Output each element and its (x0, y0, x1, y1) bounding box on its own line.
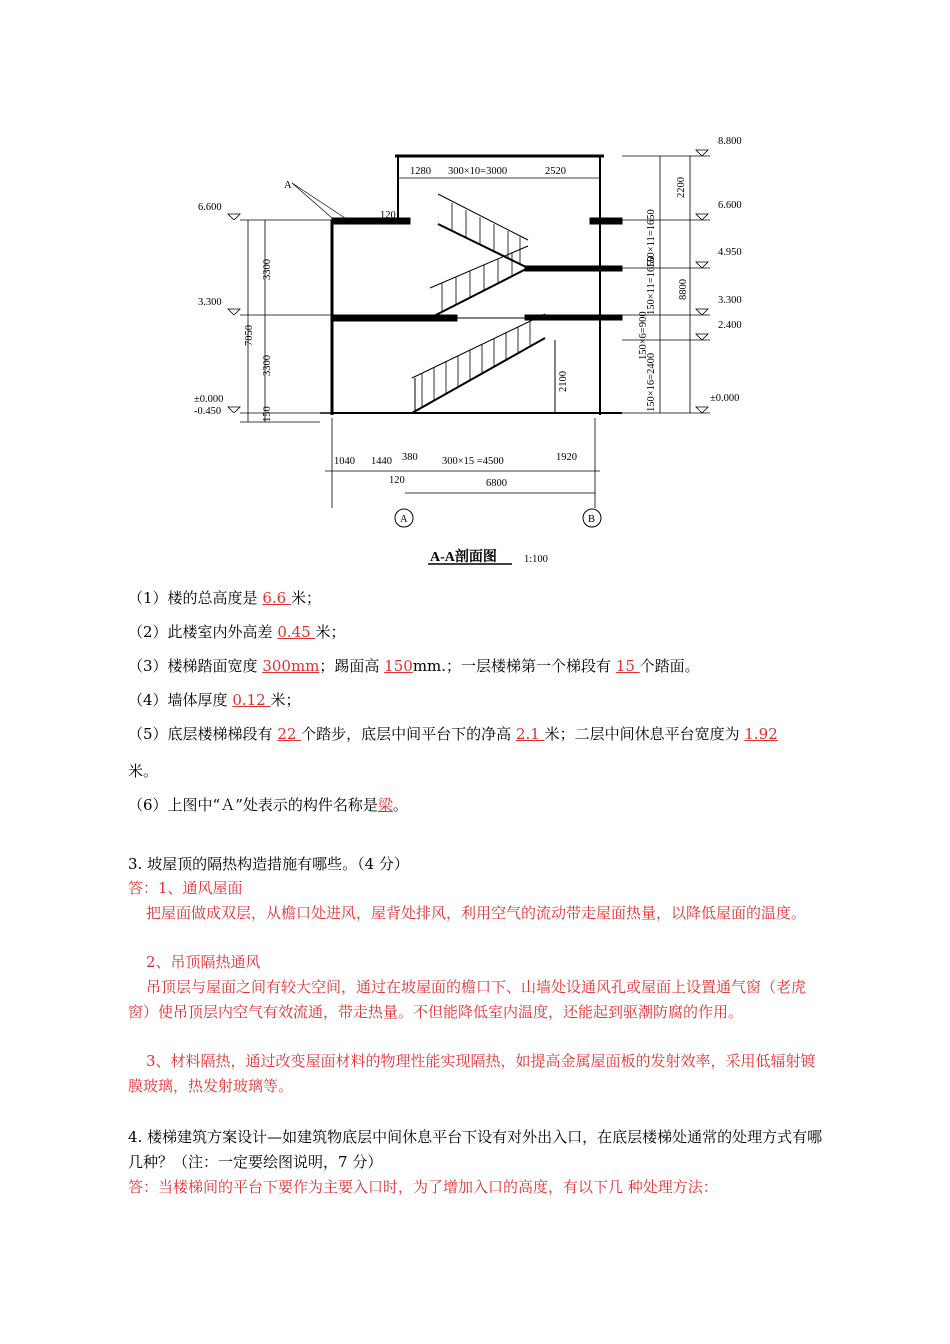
answer-3c: 15 (615, 657, 640, 675)
bottom-dim-1: 1040 (334, 456, 355, 467)
answer-5a: 22 (277, 725, 302, 743)
top-dim-3: 2520 (545, 166, 566, 177)
question-1: （1）楼的总高度是 6.6 米； (128, 589, 321, 607)
answer-2: 0.45 (277, 623, 316, 641)
right-level-6: ±0.000 (710, 393, 740, 404)
top-dim-1: 1280 (410, 166, 431, 177)
section-4-answer: 答：当楼梯间的平台下要作为主要入口时，为了增加入口的高度，有以下几 种处理方法： (128, 1178, 718, 1196)
bottom-dim-2: 1440 (371, 456, 392, 467)
question-4: （4）墙体厚度 0.12 米； (128, 691, 301, 709)
left-level-2: 3.300 (198, 297, 222, 308)
answer-6: 梁 (377, 796, 393, 814)
right-level-1: 8.800 (718, 136, 742, 147)
axis-b-label: B (588, 514, 596, 525)
section-3-head2: 2、吊顶隔热通风 (146, 953, 261, 971)
left-dim-4: 150 (262, 406, 273, 422)
answer-4: 0.12 (232, 691, 271, 709)
question-5: （5）底层楼梯梯段有 22 个踏步，底层中间平台下的净高 2.1 米；二层中间休息平台宽度为 1.92 (128, 725, 778, 743)
bottom-dim-5: 1920 (556, 452, 577, 463)
answer-5b: 2.1 (515, 725, 545, 743)
section-3-p3: 3、材料隔热，通过改变屋面材料的物理性能实现隔热，如提高金属屋面板的发射效率，采用低辐射镀膜玻璃，热发射玻璃等。 (128, 1052, 816, 1095)
right-level-5: 2.400 (718, 320, 742, 331)
bottom-dim-4: 300×15 =4500 (442, 456, 504, 467)
right-level-2: 6.600 (718, 200, 742, 211)
right-dim-3: 150×11=1650 (646, 256, 657, 315)
bottom-total: 6800 (486, 478, 507, 489)
left-dim-1: 3300 (262, 259, 273, 280)
bottom-dim-3: 380 (402, 452, 418, 463)
right-dim-4: 150×6=900 (638, 311, 649, 360)
right-level-4: 3.300 (718, 295, 742, 306)
answer-1: 6.6 (262, 589, 291, 607)
right-dim-5: 150×16=2400 (646, 352, 657, 412)
question-6: （6）上图中“Ａ”处表示的构件名称是梁。 (128, 796, 408, 814)
right-level-3: 4.950 (718, 247, 742, 258)
top-dim-2: 300×10=3000 (448, 166, 508, 177)
question-2: （2）此楼室内外高差 0.45 米； (128, 623, 346, 641)
right-dim-6: 8800 (678, 279, 689, 300)
axis-a-label: A (400, 514, 408, 525)
answer-3b: 150 (384, 657, 413, 675)
question-5-end: 米。 (128, 762, 159, 780)
section-3-p1: 把屋面做成双层，从檐口处进风，屋背处排风，利用空气的流动带走屋面热量，以降低屋面的温度。 (146, 904, 807, 922)
question-3: （3）楼梯踏面宽度 300mm；踢面高 150mm.；一层楼梯第一个梯段有 15 个踏面。 (128, 657, 700, 675)
section-3-answer-head: 答：1、通风屋面 (128, 879, 243, 897)
drawing-title: A-A剖面图 (430, 550, 497, 565)
left-dim-2: 3300 (262, 355, 273, 376)
left-level-4: -0.450 (194, 406, 222, 417)
clear-height-dim: 2100 (558, 371, 569, 392)
dim-120-top: 120 (380, 210, 396, 221)
left-level-3: ±0.000 (194, 394, 224, 405)
answer-5c: 1.92 (744, 725, 778, 743)
right-dim-1: 2200 (676, 177, 687, 198)
label-a: A (284, 180, 292, 191)
left-level-1: 6.600 (198, 202, 222, 213)
left-dim-3: 7050 (244, 325, 255, 346)
stair-section-drawing (190, 128, 760, 570)
section-4-title: 4. 楼梯建筑方案设计—如建筑物底层中间休息平台下设有对外出入口，在底层楼梯处通常的处理方式有哪几种？（注：一定要绘图说明，7 分） (128, 1128, 823, 1171)
drawing-scale: 1:100 (524, 554, 548, 565)
bottom-dim-120: 120 (389, 475, 405, 486)
right-dim-2: 150×11=1650 (646, 209, 657, 268)
section-3-p2: 吊顶层与屋面之间有较大空间，通过在坡屋面的檐口下、山墙处设通风孔或屋面上设置通气窗（老虎窗）使吊顶层内空气有效流通，带走热量。不但能降低室内温度，还能起到驱潮防腐的作用。 (128, 978, 807, 1021)
section-3-title: 3. 坡屋顶的隔热构造措施有哪些。（4 分） (128, 855, 409, 873)
answer-3a: 300mm (262, 657, 320, 675)
